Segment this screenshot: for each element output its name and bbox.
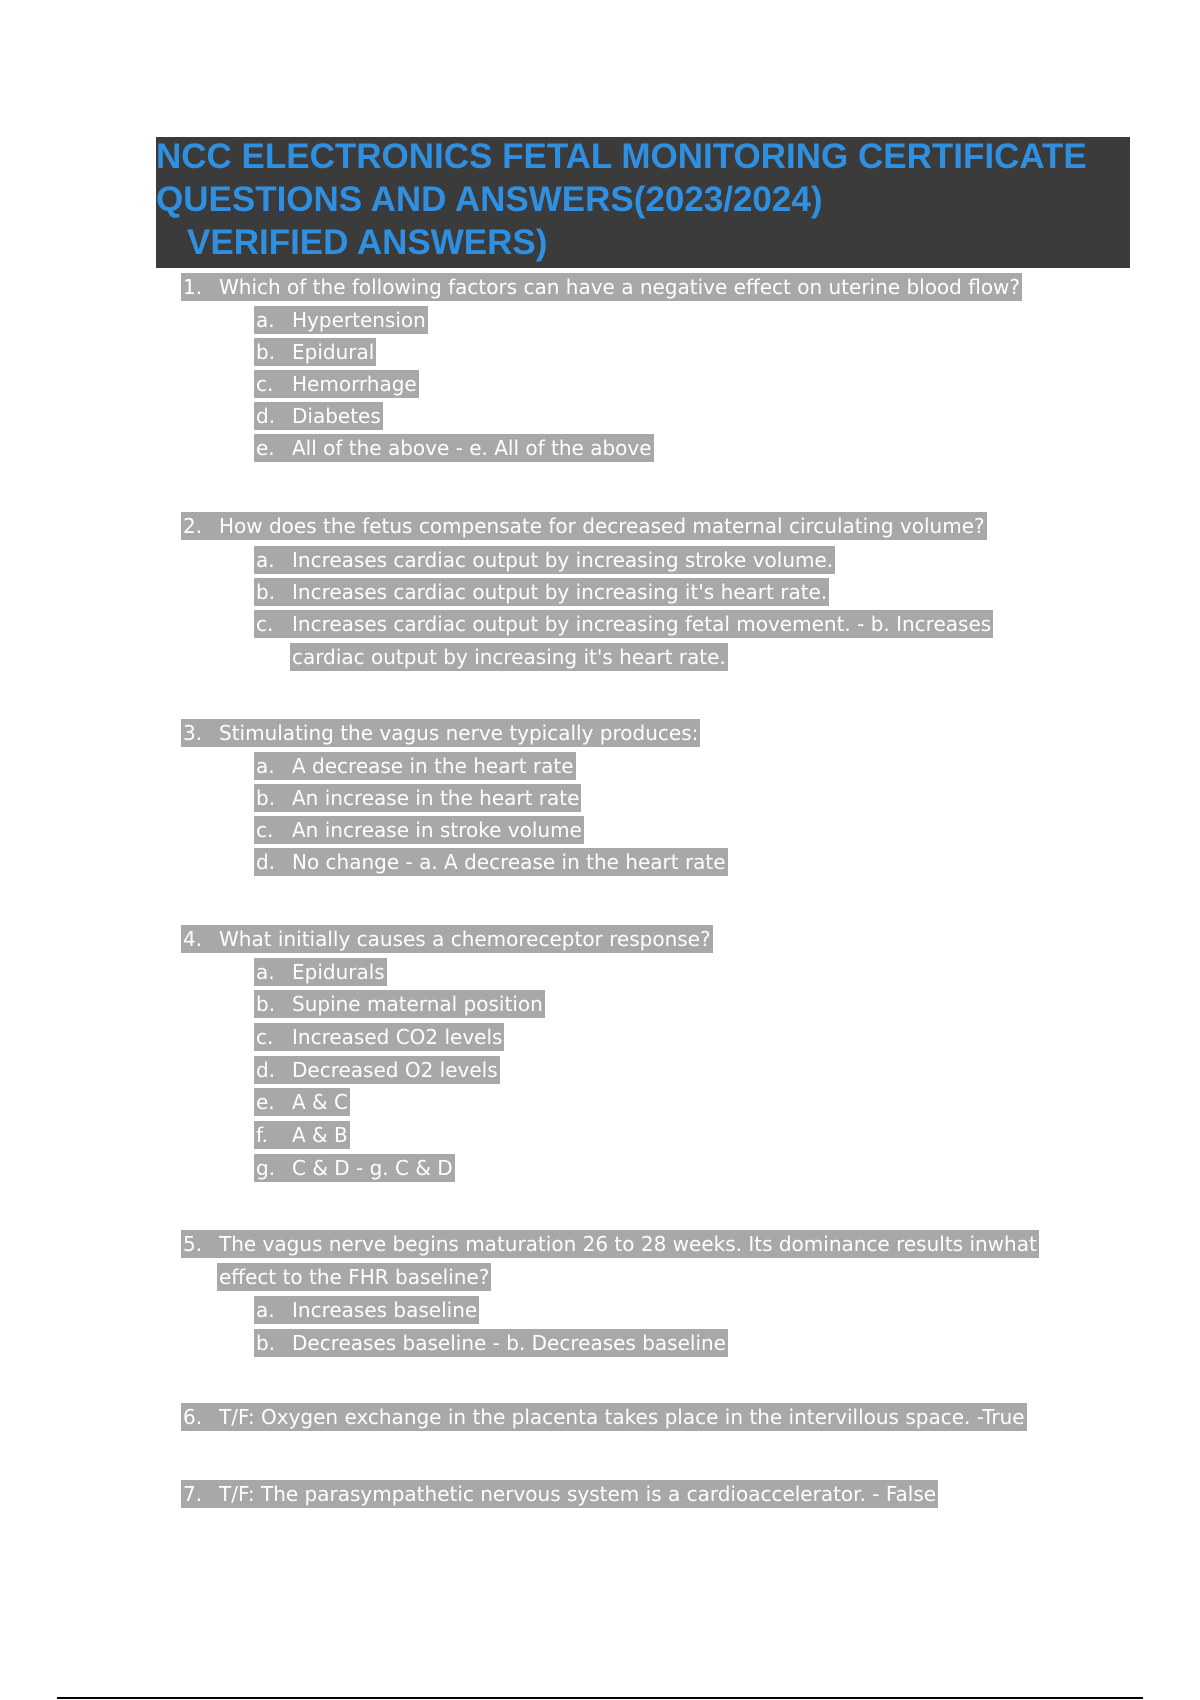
option-letter: e. [256,1090,275,1114]
option-letter: b. [256,580,276,604]
q2-option-b [254,578,829,606]
q3-option-c [254,816,584,844]
option-text: Decreased O2 levels [292,1058,498,1082]
question-2 [181,512,987,540]
q2-option-c-continuation: cardiac output by increasing it's heart rate. [292,645,726,669]
question-number: 4. [183,927,203,951]
option-text: Epidural [292,340,375,364]
q1-option-e [254,434,654,462]
document-title-line-3: VERIFIED ANSWERS) [187,223,548,262]
option-letter: d. [256,404,276,428]
q4-option-f [254,1121,350,1149]
question-text: T/F: The parasympathetic nervous system is a cardioaccelerator. - False [219,1482,937,1506]
question-number: 5. [183,1232,203,1256]
question-text: Which of the following factors can have a negative effect on uterine blood flow? [219,275,1021,299]
question-text: T/F: Oxygen exchange in the placenta takes place in the intervillous space. -True [219,1405,1025,1429]
q2-option-c [254,610,993,638]
question-text: The vagus nerve begins maturation 26 to 28 weeks. Its dominance results inwhat [219,1232,1037,1256]
q4-option-d [254,1056,500,1084]
option-letter: c. [256,818,274,842]
document-title-line-2: QUESTIONS AND ANSWERS(2023/2024) [156,180,823,219]
q3-option-d [254,848,728,876]
question-4 [181,925,713,953]
option-text: Supine maternal position [292,992,543,1016]
option-text: An increase in the heart rate [292,786,580,810]
option-text: A & B [292,1123,348,1147]
option-text: Increases cardiac output by increasing stroke volume. [292,548,834,572]
q1-option-d [254,402,383,430]
question-text: Stimulating the vagus nerve typically produces: [219,721,699,745]
option-text: Increases cardiac output by increasing fetal movement. - b. Increases [292,612,992,636]
option-text: All of the above - e. All of the above [292,436,652,460]
q4-option-e [254,1088,350,1116]
option-text: A & C [292,1090,348,1114]
question-text: What initially causes a chemoreceptor response? [219,927,711,951]
q4-option-c [254,1023,504,1051]
option-letter: a. [256,1298,275,1322]
option-text: Hemorrhage [292,372,417,396]
q4-option-g [254,1154,455,1182]
q5-option-b [254,1329,728,1357]
option-text: Increases cardiac output by increasing it's heart rate. [292,580,828,604]
option-letter: c. [256,1025,274,1049]
option-text: C & D - g. C & D [292,1156,453,1180]
q4-option-b [254,990,545,1018]
question-3 [181,719,700,747]
option-letter: a. [256,960,275,984]
option-letter: a. [256,548,275,572]
option-letter: b. [256,786,276,810]
option-text: Epidurals [292,960,385,984]
question-number: 2. [183,514,203,538]
q5-option-a [254,1296,479,1324]
question-5-continuation: effect to the FHR baseline? [219,1265,490,1289]
option-letter: b. [256,340,276,364]
option-letter: g. [256,1156,276,1180]
question-1 [181,273,1022,301]
option-letter: a. [256,308,275,332]
question-text: How does the fetus compensate for decreased maternal circulating volume? [219,514,985,538]
option-text: An increase in stroke volume [292,818,582,842]
option-text: Decreases baseline - b. Decreases baseline [292,1331,726,1355]
option-letter: d. [256,1058,276,1082]
option-letter: e. [256,436,275,460]
option-text: Diabetes [292,404,381,428]
question-7 [181,1480,938,1508]
q4-option-a [254,958,387,986]
document-title-line-1: NCC ELECTRONICS FETAL MONITORING CERTIFICATE [156,137,1087,176]
question-number: 1. [183,275,203,299]
option-text: Hypertension [292,308,426,332]
option-letter: f. [256,1123,268,1147]
q3-option-b [254,784,581,812]
option-letter: a. [256,754,275,778]
question-number: 6. [183,1405,203,1429]
footer-divider [57,1697,1143,1699]
option-letter: c. [256,372,274,396]
option-text: No change - a. A decrease in the heart rate [292,850,726,874]
q1-option-c [254,370,419,398]
option-letter: d. [256,850,276,874]
option-letter: c. [256,612,274,636]
option-text: Increased CO2 levels [292,1025,503,1049]
question-number: 3. [183,721,203,745]
question-5 [181,1230,1039,1258]
option-letter: b. [256,1331,276,1355]
option-text: A decrease in the heart rate [292,754,574,778]
q1-option-b [254,338,376,366]
q3-option-a [254,752,576,780]
question-6 [181,1403,1027,1431]
q1-option-a [254,306,428,334]
option-letter: b. [256,992,276,1016]
question-number: 7. [183,1482,203,1506]
option-text: Increases baseline [292,1298,478,1322]
q2-option-a [254,546,835,574]
